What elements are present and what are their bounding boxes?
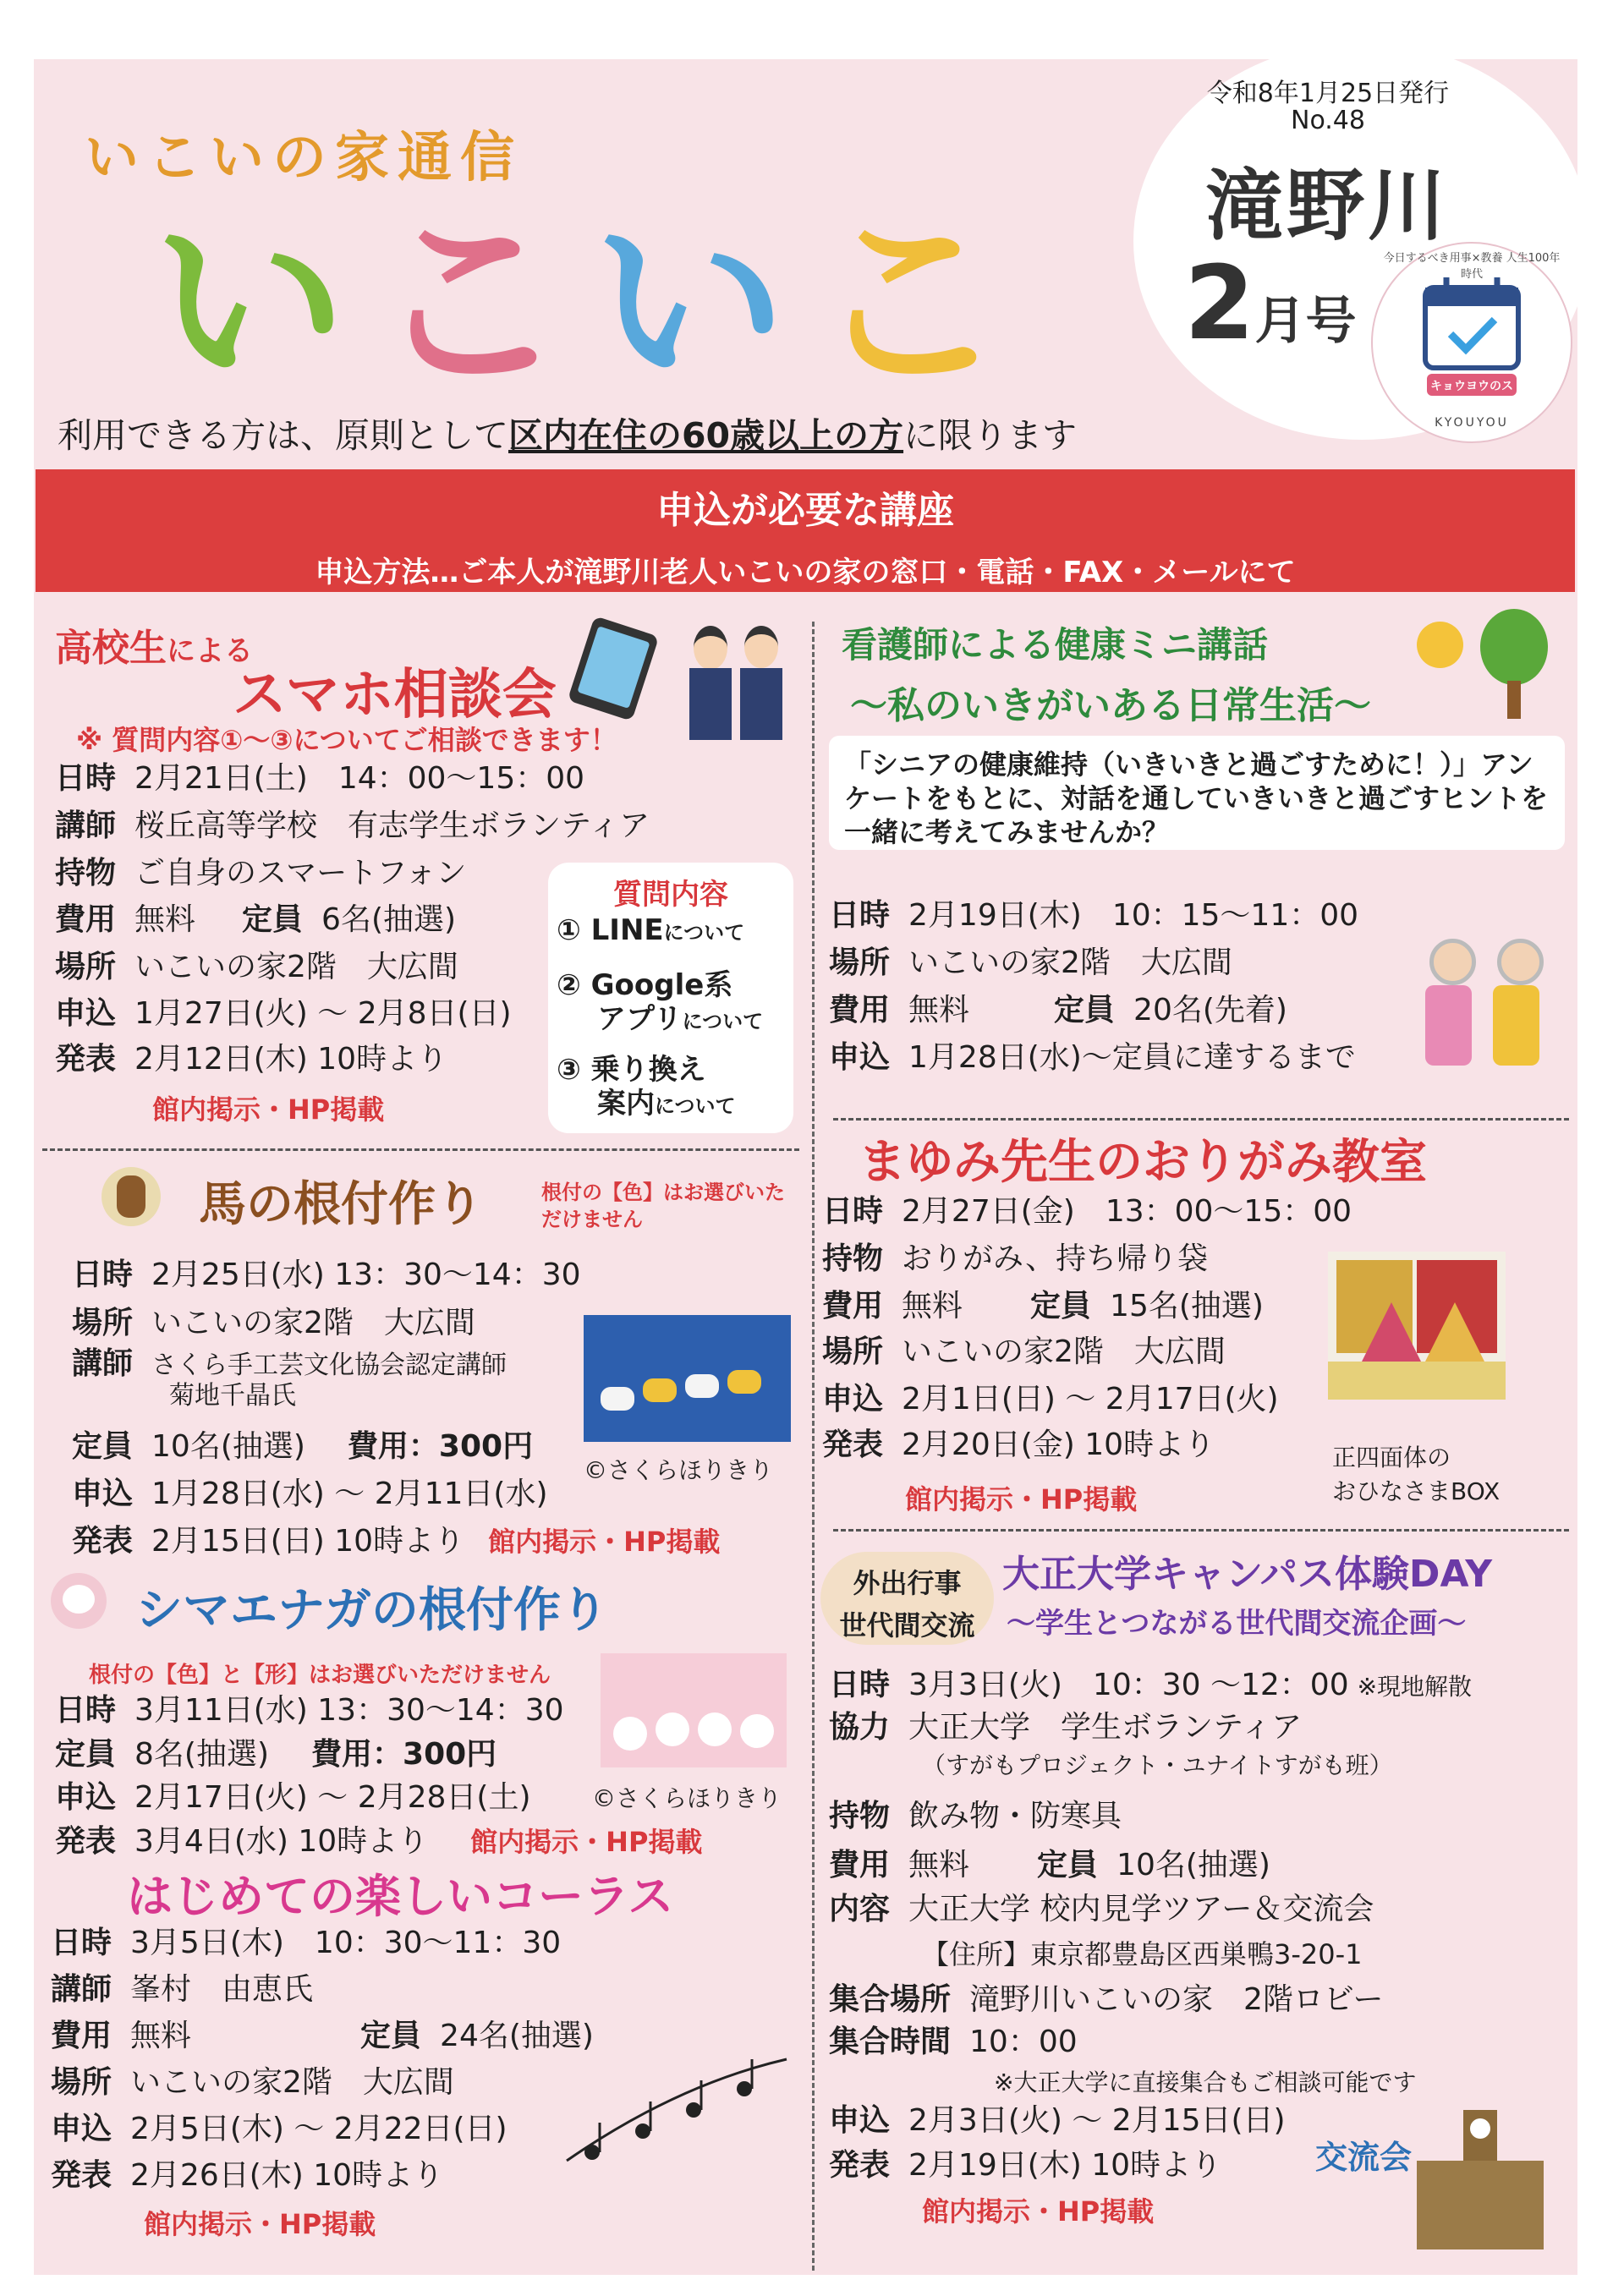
row-value: いこいの家2階 大広間 — [908, 945, 1232, 980]
row-value: 2月21日(土) 14：00～15：00 — [134, 761, 585, 796]
divider-left-1 — [42, 1148, 799, 1151]
row-label: 発表 — [822, 1427, 884, 1462]
header — [34, 59, 1577, 465]
origami-photo — [1328, 1252, 1506, 1400]
row-label: 申込 — [55, 1780, 117, 1815]
logo — [152, 186, 1049, 440]
row-value: 菊地千晶氏 — [169, 1381, 296, 1411]
taisho-tag — [820, 1552, 994, 1645]
row-label: 場所 — [51, 2065, 112, 2100]
badge-top-text: 今日するべき用事×教養 人生100年時代 — [1383, 252, 1561, 281]
horse-title: 馬の根付作り — [199, 1177, 483, 1232]
smartphone-row-announce — [55, 1040, 447, 1079]
taisho-tag-2: 世代間交流 — [839, 1609, 975, 1641]
taisho-row-announce — [829, 2146, 1221, 2185]
row-label: 場所 — [822, 1334, 884, 1369]
row-value: 2月27日(金) 13：00～15：00 — [902, 1194, 1352, 1229]
capacity-value: 15名(抽選) — [1110, 1289, 1264, 1323]
taisho-tag-1: 外出行事 — [853, 1567, 962, 1599]
capacity-value: 10名(抽選) — [1116, 1848, 1270, 1882]
smartphone-row-fee — [55, 901, 456, 940]
row-value: いこいの家2階 大広間 — [902, 1334, 1226, 1369]
smartphone-notice: 館内掲示・HP掲載 — [152, 1093, 385, 1126]
row-value: 【住所】東京都豊島区西巣鴨3-20-1 — [922, 1938, 1363, 1970]
badge-mid-text: キョウヨウのススメ — [1430, 380, 1513, 410]
logo-char-2: こ — [372, 191, 568, 417]
smartphone-title: スマホ相談会 — [233, 664, 557, 726]
origami-caption-1: 正四面体の — [1332, 1444, 1451, 1471]
question-box — [548, 863, 793, 1133]
row-value: 2月15日(日) 10時より — [151, 1524, 465, 1559]
row-label: 費用 — [822, 1289, 884, 1323]
horse-netsuke-photo — [584, 1315, 791, 1442]
row-value: さくら手工芸文化協会認定講師 — [151, 1351, 508, 1380]
capacity-label: 定員 — [1030, 1289, 1092, 1323]
health-subtitle: ～私のいきがいある日常生活～ — [850, 684, 1371, 727]
smartphone-row-lecturer — [55, 807, 650, 846]
health-row-datetime — [829, 896, 1358, 935]
chorus-row-place — [51, 2063, 454, 2102]
row-label: 費用 — [829, 993, 891, 1027]
taisho-dismiss: ※現地解散 — [1357, 1673, 1473, 1701]
question-num: ③ — [557, 1053, 581, 1087]
row-label: 申込 — [829, 1040, 891, 1075]
row-label: 申込 — [51, 2112, 112, 2146]
chorus-row-fee — [51, 2017, 594, 2056]
horse-row-apply — [72, 1475, 548, 1514]
question-main: 乗り換え — [590, 1053, 706, 1087]
event-chorus — [47, 1860, 808, 2249]
row-label: 日時 — [829, 898, 891, 933]
capacity-label: 定員 — [1054, 993, 1116, 1027]
row-value: 8名(抽選) — [134, 1737, 270, 1772]
row-value: 2月26日(木) 10時より — [130, 2158, 444, 2193]
row-value: 3月11日(水) 13：30～14：30 — [134, 1693, 564, 1728]
event-horse — [51, 1159, 812, 1559]
capacity-label: 定員 — [242, 902, 304, 937]
taisho-row-apply — [829, 2101, 1286, 2140]
taisho-row-cooperation-sub — [922, 1746, 1393, 1785]
kyouyou-badge — [1366, 237, 1577, 448]
eligibility-line — [58, 408, 1077, 458]
row-value: いこいの家2階 大広間 — [130, 2065, 454, 2100]
taisho-title: 大正大学キャンパス体験DAY — [1002, 1553, 1493, 1596]
event-shimaenaga — [51, 1573, 812, 1859]
row-value: （すがもプロジェクト・ユナイトすがも班） — [922, 1751, 1393, 1779]
row-label: 発表 — [829, 2148, 891, 2183]
shimaenaga-row-capacity — [55, 1735, 497, 1774]
row-value: 無料 — [908, 993, 970, 1027]
smartphone-title-small: 高校生 — [55, 627, 167, 670]
horse-credit: ©さくらほりきり — [584, 1456, 774, 1484]
row-value: 無料 — [130, 2019, 192, 2053]
shimaenaga-title: シマエナガの根付作り — [135, 1583, 608, 1638]
row-label: 場所 — [829, 945, 891, 980]
logo-char-3: い — [592, 191, 787, 417]
row-value: 2月25日(水) 13：30～14：30 — [151, 1258, 581, 1292]
question-3 — [557, 1053, 736, 1123]
origami-notice: 館内掲示・HP掲載 — [905, 1483, 1138, 1515]
row-value: 10名(抽選) — [151, 1429, 305, 1464]
row-label: 日時 — [72, 1258, 134, 1292]
row-value: 1月28日(水)～定員に達するまで — [908, 1040, 1356, 1075]
row-value: 2月19日(木) 10：15～11：00 — [908, 898, 1359, 933]
row-value: 桜丘高等学校 有志学生ボランティア — [134, 808, 650, 843]
application-banner — [36, 469, 1575, 592]
origami-row-apply — [822, 1380, 1279, 1419]
music-notes-icon — [558, 2051, 795, 2178]
divider-right-2 — [833, 1529, 1569, 1532]
row-label: 日時 — [55, 761, 117, 796]
kouryu-label: 交流会 — [1315, 2139, 1413, 2176]
banner-title: 申込が必要な講座 — [656, 489, 954, 532]
health-title: 看護師による健康ミニ講話 — [842, 624, 1269, 666]
bird-icon — [51, 1573, 107, 1629]
question-2 — [557, 968, 763, 1038]
eligibility-prefix: 利用できる方は、原則として — [58, 415, 508, 456]
event-smartphone — [51, 609, 812, 1142]
origami-row-announce — [822, 1426, 1215, 1465]
row-value: 10：00 — [969, 2025, 1078, 2059]
row-label: 申込 — [72, 1477, 134, 1511]
shimaenaga-notice: 館内掲示・HP掲載 — [470, 1826, 703, 1858]
newsletter-subtitle: いこいの家通信 — [85, 127, 523, 189]
taisho-row-note — [994, 2063, 1416, 2102]
taisho-row-items — [829, 1797, 1122, 1836]
capacity-label: 定員 — [360, 2019, 422, 2053]
row-value: 3月4日(水) 10時より — [134, 1824, 429, 1859]
issue-number: No.48 — [1291, 106, 1365, 135]
sun-icon — [1417, 622, 1463, 668]
row-label: 発表 — [51, 2158, 112, 2193]
capacity-value: 6名(抽選) — [321, 902, 457, 937]
row-value: 2月3日(火) ～ 2月15日(日) — [908, 2103, 1286, 2138]
logo-char-4: こ — [812, 191, 1007, 417]
row-label: 日時 — [51, 1926, 112, 1960]
row-value: いこいの家2階 大広間 — [134, 950, 458, 984]
shimaenaga-netsuke-photo — [601, 1653, 787, 1767]
divider-right-1 — [833, 1118, 1569, 1121]
shimaenaga-row-datetime — [55, 1691, 564, 1730]
question-main2: 案内 — [597, 1087, 655, 1121]
question-main: LINE — [590, 913, 664, 947]
smartphone-row-place — [55, 948, 458, 987]
chorus-row-datetime — [51, 1924, 561, 1963]
phone-icon — [568, 616, 660, 721]
chorus-row-apply — [51, 2110, 508, 2149]
row-label: 内容 — [829, 1892, 891, 1926]
health-row-apply — [829, 1038, 1356, 1077]
row-value: 2月12日(木) 10時より — [134, 1042, 448, 1077]
row-value: 峯村 由恵氏 — [130, 1972, 314, 2007]
row-label: 定員 — [72, 1429, 134, 1464]
month-number: 2 — [1184, 245, 1255, 363]
row-value: 3月3日(火) 10：30 ～12：00 — [908, 1668, 1349, 1702]
horse-row-lecturer-name — [169, 1377, 296, 1416]
row-value: ご自身のスマートフォン — [134, 856, 467, 890]
row-value: 2月5日(木) ～ 2月22日(日) — [130, 2112, 508, 2146]
origami-caption-2: おひなさまBOX — [1332, 1477, 1501, 1505]
horse-fee: 費用：300円 — [347, 1429, 534, 1464]
row-value: 無料 — [908, 1848, 970, 1882]
row-value: 2月17日(火) ～ 2月28日(土) — [134, 1780, 531, 1815]
smartphone-row-apply — [55, 995, 512, 1033]
question-num: ② — [557, 968, 581, 1002]
row-value: 無料 — [902, 1289, 963, 1323]
row-label: 発表 — [55, 1824, 117, 1859]
row-value: 2月19日(木) 10時より — [908, 2148, 1222, 2183]
taisho-row-fee — [829, 1846, 1270, 1885]
row-label: 費用 — [829, 1848, 891, 1882]
row-label: 講師 — [51, 1972, 112, 2007]
shimaenaga-fee: 費用：300円 — [311, 1737, 497, 1772]
month-suffix: 月号 — [1254, 292, 1357, 351]
row-label: 日時 — [55, 1693, 117, 1728]
horse-aside: 根付の【色】はお選びいただけません — [541, 1181, 785, 1231]
column-divider — [812, 622, 815, 2271]
horse-icon — [102, 1167, 161, 1226]
question-sub: について — [682, 1010, 764, 1033]
row-value: 1月27日(火) ～ 2月8日(日) — [134, 996, 512, 1031]
origami-row-fee — [822, 1287, 1264, 1326]
row-label: 集合時間 — [829, 2025, 952, 2059]
origami-row-datetime — [822, 1192, 1352, 1231]
row-label: 発表 — [72, 1524, 134, 1559]
students-illustration — [689, 617, 791, 744]
row-value: いこいの家2階 大広間 — [151, 1306, 475, 1340]
row-value: 3月5日(木) 10：30～11：30 — [130, 1926, 562, 1960]
row-label: 申込 — [822, 1382, 884, 1417]
music-notes-graphic — [558, 2051, 795, 2178]
row-label: 日時 — [822, 1194, 884, 1229]
origami-title: まゆみ先生のおりがみ教室 — [859, 1135, 1427, 1190]
row-label: 申込 — [829, 2103, 891, 2138]
row-value: 大正大学 校内見学ツアー＆交流会 — [908, 1892, 1374, 1926]
row-label: 持物 — [829, 1799, 891, 1833]
row-label: 申込 — [55, 996, 117, 1031]
row-value: おりがみ、持ち帰り袋 — [902, 1241, 1209, 1276]
smartphone-title-prefix — [55, 617, 253, 671]
area-name: 滝野川 — [1205, 161, 1450, 251]
chorus-title: はじめての楽しいコーラス — [127, 1870, 674, 1923]
shimaenaga-row-announce — [55, 1822, 702, 1861]
smartphone-note: ※ 質問内容①～③についてご相談できます！ — [76, 724, 617, 756]
horse-notice: 館内掲示・HP掲載 — [488, 1526, 721, 1558]
row-label: 場所 — [72, 1306, 134, 1340]
row-label: 持物 — [55, 856, 117, 890]
row-label: 費用 — [51, 2019, 112, 2053]
chorus-notice: 館内掲示・HP掲載 — [144, 2208, 376, 2240]
taisho-row-meeting-time — [829, 2023, 1078, 2062]
health-row-fee — [829, 991, 1287, 1030]
tree-icon — [1472, 609, 1556, 719]
issue-month — [1184, 245, 1357, 363]
health-description: 「シニアの健康維持（いきいきと過ごすために！）」アンケートをもとに、対話を通していきいきと過ごすヒントを一緒に考えてみませんか？ — [844, 748, 1549, 848]
health-description-box — [829, 736, 1565, 850]
taisho-row-cooperation — [829, 1708, 1302, 1747]
event-health — [829, 609, 1573, 1116]
row-value: 無料 — [134, 902, 196, 937]
chorus-row-lecturer — [51, 1970, 313, 2009]
question-main: Google系 — [590, 968, 733, 1002]
row-value: 1月28日(水) ～ 2月11日(水) — [151, 1477, 548, 1511]
taisho-notice: 館内掲示・HP掲載 — [922, 2195, 1155, 2228]
event-taisho — [820, 1539, 1573, 2258]
banner-method: 申込方法…ご本人が滝野川老人いこいの家の窓口・電話・FAX・メールにて — [315, 556, 1296, 589]
question-box-title: 質問内容 — [613, 878, 728, 912]
taisho-subtitle: ～学生とつながる世代間交流企画～ — [1007, 1607, 1467, 1641]
row-label: 場所 — [55, 950, 117, 984]
row-value: 大正大学 学生ボランティア — [908, 1710, 1303, 1745]
taisho-row-address — [922, 1935, 1363, 1974]
capacity-label: 定員 — [1037, 1848, 1099, 1882]
university-building-icon — [1417, 2110, 1544, 2249]
capacity-value: 20名(先着) — [1133, 993, 1287, 1027]
row-value: 滝野川いこいの家 2階ロビー — [969, 1982, 1384, 2017]
horse-row-place — [72, 1304, 475, 1343]
horse-row-datetime — [72, 1256, 581, 1295]
row-value: 2月20日(金) 10時より — [902, 1427, 1215, 1462]
row-label: 費用 — [55, 902, 117, 937]
row-label: 講師 — [55, 808, 117, 843]
chorus-row-announce — [51, 2156, 443, 2195]
eligibility-suffix: に限ります — [903, 415, 1078, 456]
badge-bottom-text: KYOUYOU — [1435, 416, 1509, 430]
taisho-row-meeting-place — [829, 1981, 1383, 2019]
row-value: ※大正大学に直接集合もご相談可能です — [994, 2069, 1417, 2096]
horse-row-announce — [72, 1522, 720, 1561]
event-origami — [820, 1125, 1573, 1522]
logo-char-1: い — [152, 191, 348, 417]
horse-row-capacity — [72, 1427, 533, 1466]
eligibility-emphasis: 区内在住の60歳以上の方 — [508, 415, 904, 456]
shimaenaga-row-apply — [55, 1778, 531, 1817]
row-value: 飲み物・防寒具 — [908, 1799, 1122, 1833]
taisho-row-content — [829, 1890, 1374, 1929]
question-1 — [557, 913, 744, 947]
row-label: 持物 — [822, 1241, 884, 1276]
row-label: 講師 — [72, 1346, 134, 1381]
smartphone-row-datetime — [55, 759, 584, 798]
capacity-value: 24名(抽選) — [440, 2019, 594, 2053]
issue-date: 令和8年1月25日発行 — [1206, 79, 1450, 108]
origami-row-items — [822, 1240, 1208, 1279]
taisho-row-datetime — [829, 1666, 1472, 1707]
row-label: 定員 — [55, 1737, 117, 1772]
shimaenaga-aside: 根付の【色】と【形】はお選びいただけません — [89, 1663, 551, 1688]
row-label: 集合場所 — [829, 1982, 952, 2017]
question-sub: について — [663, 921, 745, 945]
origami-row-place — [822, 1333, 1226, 1372]
question-main2: アプリ — [597, 1002, 683, 1036]
question-sub: について — [655, 1094, 736, 1118]
smartphone-title-particle: による — [167, 634, 253, 668]
row-value: 2月1日(日) ～ 2月17日(火) — [902, 1382, 1279, 1417]
health-row-place — [829, 944, 1232, 983]
row-label: 協力 — [829, 1710, 891, 1745]
row-label: 日時 — [829, 1668, 891, 1702]
shimaenaga-credit: ©さくらほりきり — [592, 1784, 782, 1812]
row-label: 発表 — [55, 1042, 117, 1077]
question-num: ① — [557, 913, 581, 947]
exercise-illustration — [1413, 930, 1556, 1082]
smartphone-row-items — [55, 854, 466, 893]
